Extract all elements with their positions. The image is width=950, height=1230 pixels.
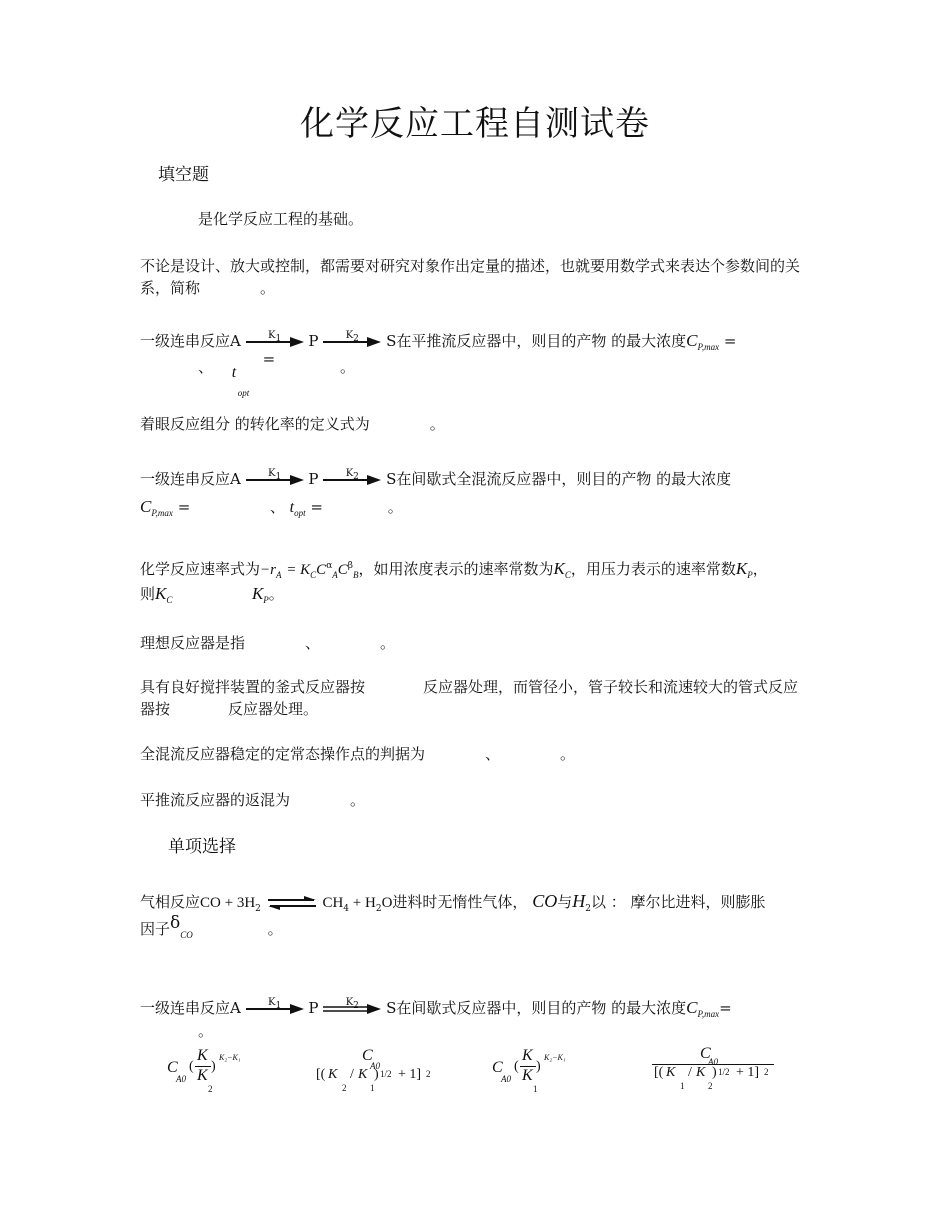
reaction-arrow-k1 <box>246 330 304 349</box>
double-arrow-icon <box>323 1004 381 1014</box>
kc-sub: C <box>166 595 173 605</box>
choice-question-1 <box>140 890 812 920</box>
reaction-arrow-k1 <box>246 468 304 487</box>
equals-sign: = <box>310 498 323 516</box>
sub-2: 2 <box>708 1081 713 1091</box>
question-1-text: 是化学反应工程的基础。 <box>198 210 364 228</box>
equals-sign: = <box>177 498 191 516</box>
cpmax-sub: P,max <box>697 1009 720 1019</box>
delta-sub: CO <box>180 930 193 940</box>
a0-sub: A0 <box>501 1074 511 1084</box>
k-sub: 1 <box>275 472 282 482</box>
separator: 、 <box>305 634 321 652</box>
plus-one: + 1] <box>736 1065 760 1080</box>
question-7 <box>140 632 812 654</box>
question-10-text: 平推流反应器的返混为 <box>140 791 291 809</box>
arrow-icon <box>323 337 381 347</box>
ca-symbol: C <box>316 562 327 578</box>
cpmax-symbol: C <box>140 497 152 516</box>
question-5-prefix: 一级连串反应 <box>140 470 231 488</box>
choice-1-text-d: 以 ： 摩尔比进料，则膨胀 <box>590 893 766 911</box>
ch4-sub: 4 <box>343 904 350 914</box>
question-4 <box>140 413 812 435</box>
question-3-text: 在平推流反应器中，则目的产物 的最大浓度 <box>396 332 687 350</box>
species-s: S <box>386 999 397 1017</box>
species-a: A <box>230 470 241 488</box>
period: 。 <box>380 634 396 652</box>
choice-1-text-e: 因子 <box>140 920 171 938</box>
period: 。 <box>350 791 366 809</box>
arrow-icon <box>246 337 304 347</box>
question-9 <box>140 743 812 765</box>
cpmax-symbol: C <box>686 331 698 350</box>
kp-sub: P <box>747 570 753 580</box>
arrow-icon <box>246 1004 304 1014</box>
plus-one: + 1] <box>398 1067 422 1082</box>
reaction-arrow-k2 <box>323 330 381 349</box>
ca-sub: A <box>332 570 338 580</box>
choice-question-2-line2 <box>198 1020 870 1042</box>
period: 。 <box>339 358 355 376</box>
period: 。 <box>198 1022 214 1040</box>
period: 。 <box>429 415 445 433</box>
species-s: S <box>386 470 397 488</box>
species-a: A <box>230 332 241 350</box>
k-label: K <box>345 330 354 341</box>
kp-sub: P <box>263 595 269 605</box>
period: 。 <box>260 279 276 297</box>
period: 。 <box>560 745 576 763</box>
sub-1: 1 <box>533 1084 538 1094</box>
question-4-text: 着眼反应组分 的转化率的定义式为 <box>140 415 370 433</box>
cb-sub: B <box>352 570 359 580</box>
period: 。 <box>267 920 283 938</box>
question-6-text-c: ，用压力表示的速率常数 <box>570 560 736 578</box>
kp-symbol: K <box>735 559 748 578</box>
c-symbol: C <box>167 1059 178 1076</box>
question-6-line2 <box>140 583 812 611</box>
k-label: K <box>268 997 276 1008</box>
section-heading-fill-blank: 填空题 <box>158 165 209 185</box>
a0-sub: A0 <box>370 1061 380 1071</box>
k-sub: 2 <box>353 334 359 344</box>
option-a[interactable]: C A0 ( K K 2 ) K₂−K₁ <box>167 1047 241 1094</box>
a0-sub: A0 <box>708 1057 718 1067</box>
cpmax-sub: P,max <box>151 508 173 518</box>
question-5-text: 在间歇式全混流反应器中，则目的产物 的最大浓度 <box>396 470 732 488</box>
k-label: K <box>268 468 276 479</box>
separator: 、 <box>198 358 214 376</box>
question-6-text-b: ，如用浓度表示的速率常数为 <box>358 560 554 578</box>
sub-2: 2 <box>342 1083 347 1093</box>
k-label: K <box>345 468 354 479</box>
separator: 、 <box>485 745 501 763</box>
option-b[interactable]: C A0 [( K 2 / K 1 ) 1/2 + 1] 2 <box>316 1047 431 1093</box>
delta-symbol: δ <box>170 913 181 933</box>
k-symbol: K <box>328 1067 338 1082</box>
separator: 、 <box>269 498 285 516</box>
h2-symbol-sub: 2 <box>585 904 591 914</box>
rate-sub: A <box>275 570 282 580</box>
kc-symbol: K <box>553 559 565 578</box>
question-10 <box>140 789 812 811</box>
rate-eq: = K <box>286 562 311 578</box>
choice-2-prefix: 一级连串反应 <box>140 999 231 1017</box>
question-3-prefix: 一级连串反应 <box>140 332 231 350</box>
question-5-line2 <box>140 496 812 524</box>
topt-sub: opt <box>237 388 250 398</box>
c-symbol: C <box>362 1047 373 1064</box>
kc-sub: C <box>564 570 571 580</box>
k-symbol: K <box>197 1067 208 1084</box>
equals-sign: = <box>262 350 276 368</box>
h2-sub: 2 <box>255 904 261 914</box>
exponent: K₂−K₁ <box>544 1053 566 1062</box>
kc-symbol: K <box>155 584 167 603</box>
equals-sign: = <box>723 332 737 350</box>
question-8 <box>140 676 812 720</box>
k-symbol: K <box>696 1065 706 1080</box>
species-s: S <box>386 332 397 350</box>
reaction-arrow-k2 <box>323 468 381 487</box>
species-a: A <box>230 999 241 1017</box>
a0-sub: A0 <box>176 1074 186 1084</box>
kp-symbol: K <box>251 584 264 603</box>
k-symbol: K <box>666 1065 676 1080</box>
choice-1-text-b: 进料时无惰性气体， <box>392 893 528 911</box>
question-8-text-a: 具有良好搅拌装置的釜式反应器按 <box>140 678 366 696</box>
k-symbol: K <box>522 1047 533 1064</box>
sub-1: 1 <box>370 1083 375 1093</box>
k-label: K <box>345 997 354 1008</box>
arrow-icon <box>246 475 304 485</box>
k-sub: 2 <box>353 1001 359 1011</box>
option-c[interactable]: C A0 ( K K 1 ) K₂−K₁ <box>492 1047 566 1094</box>
question-2 <box>140 255 812 299</box>
period: 。 <box>268 585 284 603</box>
rate-symbol: −r <box>260 562 276 578</box>
product-ch4: CH <box>322 895 344 911</box>
beta-exp: β <box>347 561 353 571</box>
cb-symbol: C <box>337 562 348 578</box>
reactants: CO + 3H <box>200 895 256 911</box>
half-exp: 1/2 <box>380 1069 392 1079</box>
sub-2: 2 <box>208 1084 213 1094</box>
question-1 <box>198 208 870 230</box>
page-title: 化学反应工程自测试卷 <box>300 104 650 144</box>
question-3-line2 <box>198 350 870 398</box>
h2-symbol: H <box>572 891 586 911</box>
choice-1-text-c: 与 <box>557 893 573 911</box>
question-6 <box>140 555 812 586</box>
then-label: 则 <box>140 585 156 603</box>
reaction-arrow-k2 <box>323 997 381 1016</box>
product-h2o-h: + H <box>349 895 376 911</box>
species-p: P <box>308 999 319 1017</box>
sub-1: 1 <box>680 1081 685 1091</box>
co-symbol: CO <box>532 891 558 911</box>
kc-sub: C <box>310 570 317 580</box>
cpmax-sub: P,max <box>697 342 720 352</box>
k-sub: 1 <box>275 1001 282 1011</box>
species-p: P <box>308 470 319 488</box>
reaction-arrow-k1 <box>246 997 304 1016</box>
question-5 <box>140 468 812 490</box>
k-symbol: K <box>358 1067 368 1082</box>
half-exp: 1/2 <box>718 1067 730 1077</box>
question-8-text-b: 反应器处理，而管径小，管子较长和流速较大的管式反应器按 <box>140 678 799 718</box>
comma: ， <box>752 560 768 578</box>
cpmax-symbol: C <box>686 998 698 1017</box>
question-3 <box>140 330 812 358</box>
h2o-sub: 2 <box>375 904 382 914</box>
topt-symbol: t <box>289 499 295 516</box>
period: 。 <box>387 498 403 516</box>
k-symbol: K <box>197 1047 208 1064</box>
equilibrium-arrow-icon <box>266 896 318 910</box>
topt-symbol: t <box>231 364 237 381</box>
square-exp: 2 <box>764 1067 769 1077</box>
question-9-text: 全混流反应器稳定的定常态操作点的判据为 <box>140 745 426 763</box>
question-2-text: 不论是设计、放大或控制，都需要对研究对象作出定量的描述，也就要用数学式来表达个参数间的关系，简称 <box>140 257 801 297</box>
option-d[interactable]: C A0 [( K 1 / K 2 ) 1/2 + 1] 2 <box>652 1045 776 1095</box>
choice-2-text: 在间歇式反应器中，则目的产物 的最大浓度 <box>396 999 687 1017</box>
alpha-exp: α <box>326 561 333 571</box>
k-symbol: K <box>522 1067 533 1084</box>
product-h2o-o: O <box>381 895 393 911</box>
k-sub: 1 <box>275 334 282 344</box>
question-8-text-c: 反应器处理。 <box>228 700 319 718</box>
arrow-icon <box>323 475 381 485</box>
c-symbol: C <box>700 1045 711 1062</box>
k-sub: 2 <box>353 472 359 482</box>
c-symbol: C <box>492 1059 503 1076</box>
k-label: K <box>268 330 276 341</box>
topt-sub: opt <box>294 508 306 518</box>
question-7-text: 理想反应器是指 <box>140 634 246 652</box>
square-exp: 2 <box>426 1069 431 1079</box>
section-heading-single-choice: 单项选择 <box>168 837 236 857</box>
choice-question-1-line2 <box>140 913 812 946</box>
species-p: P <box>308 332 319 350</box>
exponent: K₂−K₁ <box>219 1053 241 1062</box>
equals-sign: = <box>719 999 732 1017</box>
choice-1-text: 气相反应 <box>140 893 201 911</box>
question-6-text: 化学反应速率式为 <box>140 560 261 578</box>
